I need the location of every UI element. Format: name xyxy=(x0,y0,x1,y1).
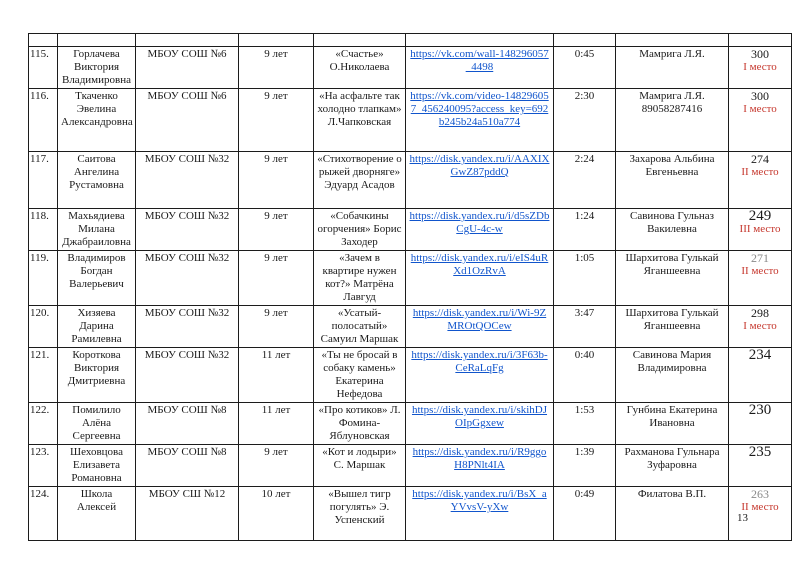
place-label: I место xyxy=(743,103,777,115)
row-number: 124. xyxy=(29,487,58,541)
table-row xyxy=(29,251,792,306)
score-value: 300 xyxy=(751,89,769,103)
table-row xyxy=(29,348,792,403)
participant-name: Саитова Ангелина Рустамовна xyxy=(58,152,136,209)
duration: 0:40 xyxy=(554,348,616,403)
header-cell-empty xyxy=(554,34,616,47)
participant-name: Махьядиева Милана Джабраиловна xyxy=(58,209,136,251)
score-cell xyxy=(729,209,792,251)
duration: 1:39 xyxy=(554,445,616,487)
place-label: II место xyxy=(741,501,779,513)
score-cell xyxy=(729,251,792,306)
school-name: МБОУ СОШ №32 xyxy=(136,209,239,251)
row-number: 116. xyxy=(29,89,58,152)
table-row xyxy=(29,209,792,251)
duration: 1:53 xyxy=(554,403,616,445)
video-link[interactable]: https://disk.yandex.ru/i/skihDJOIpGgxew xyxy=(411,404,548,429)
header-cell-empty xyxy=(136,34,239,47)
row-number: 115. xyxy=(29,47,58,89)
work-title: «Стихотворение о рыжей дворняге» Эдуард Асадов xyxy=(314,152,406,209)
participant-age: 9 лет xyxy=(239,445,314,487)
header-cell-empty xyxy=(729,34,792,47)
work-title: «Усатый-полосатый» Самуил Маршак xyxy=(314,306,406,348)
video-link[interactable]: https://vk.com/video-148296057_456240095?access_key=692b245b24a510a774 xyxy=(410,90,549,128)
row-number: 122. xyxy=(29,403,58,445)
participant-name: Владимиров Богдан Валерьевич xyxy=(58,251,136,306)
header-cell-empty xyxy=(29,34,58,47)
video-link[interactable]: https://disk.yandex.ru/i/d5sZDbCgU-4c-w xyxy=(409,210,550,235)
participant-age: 9 лет xyxy=(239,152,314,209)
place-label: III место xyxy=(739,223,781,235)
video-link-cell xyxy=(406,445,554,487)
teacher-name: Савинова Мария Владимировна xyxy=(616,348,729,403)
score-value: 263 xyxy=(751,487,769,501)
row-number: 117. xyxy=(29,152,58,209)
place-label: II место xyxy=(741,166,779,178)
school-name: МБОУ СОШ №6 xyxy=(136,47,239,89)
header-cell-empty xyxy=(406,34,554,47)
school-name: МБОУ СОШ №32 xyxy=(136,251,239,306)
page-number: 13 xyxy=(737,512,748,524)
video-link-cell xyxy=(406,306,554,348)
participant-age: 9 лет xyxy=(239,306,314,348)
teacher-name: Шархитова Гулькай Яганшеевна xyxy=(616,251,729,306)
teacher-name: Мамрига Л.Я. xyxy=(616,47,729,89)
header-cell-empty xyxy=(314,34,406,47)
participant-age: 9 лет xyxy=(239,89,314,152)
table-row xyxy=(29,152,792,209)
participant-age: 10 лет xyxy=(239,487,314,541)
score-value: 249 xyxy=(748,208,772,224)
participant-age: 11 лет xyxy=(239,348,314,403)
table-row xyxy=(29,47,792,89)
row-number: 120. xyxy=(29,306,58,348)
score-cell xyxy=(729,403,792,445)
score-cell xyxy=(729,348,792,403)
video-link[interactable]: https://disk.yandex.ru/i/BsX_aYVvsV-yXw xyxy=(412,488,547,513)
teacher-name: Филатова В.П. xyxy=(616,487,729,541)
school-name: МБОУ СОШ №6 xyxy=(136,89,239,152)
work-title: «Кот и лодыри» С. Маршак xyxy=(314,445,406,487)
video-link[interactable]: https://disk.yandex.ru/i/3F63b-CeRaLqFg xyxy=(411,349,548,374)
place-label: II место xyxy=(741,265,779,277)
score-cell xyxy=(729,152,792,209)
teacher-name: Шархитова Гулькай Яганшеевна xyxy=(616,306,729,348)
work-title: «Про котиков» Л. Фомина-Яблуновская xyxy=(314,403,406,445)
video-link[interactable]: https://disk.yandex.ru/i/eIS4uRXd1OzRvA xyxy=(410,252,549,277)
score-value: 230 xyxy=(748,402,772,418)
participant-name: Горлачева Виктория Владимировна xyxy=(58,47,136,89)
results-table xyxy=(28,33,792,541)
teacher-name: Захарова Альбина Евгеньевна xyxy=(616,152,729,209)
place-label: I место xyxy=(743,61,777,73)
video-link[interactable]: https://disk.yandex.ru/i/R9ggoH8PNlt4IA xyxy=(412,446,547,471)
school-name: МБОУ СОШ №8 xyxy=(136,403,239,445)
duration: 2:24 xyxy=(554,152,616,209)
work-title: «Ты не бросай в собаку камень» Екатерина Нефедова xyxy=(314,348,406,403)
score-value: 298 xyxy=(751,306,769,320)
row-number: 119. xyxy=(29,251,58,306)
work-title: «Собачкины огорчения» Борис Заходер xyxy=(314,209,406,251)
teacher-name: Рахманова Гульнара Зуфаровна xyxy=(616,445,729,487)
school-name: МБОУ СОШ №32 xyxy=(136,348,239,403)
table-row xyxy=(29,445,792,487)
work-title: «Счастье» О.Николаева xyxy=(314,47,406,89)
video-link[interactable]: https://vk.com/wall-148296057_4498 xyxy=(410,48,549,73)
school-name: МБОУ СШ №12 xyxy=(136,487,239,541)
teacher-name: Гунбина Екатерина Ивановна xyxy=(616,403,729,445)
participant-age: 9 лет xyxy=(239,47,314,89)
video-link[interactable]: https://disk.yandex.ru/i/AAXIXGwZ87pddQ xyxy=(409,153,550,178)
duration: 3:47 xyxy=(554,306,616,348)
participant-name: Шеховцова Елизавета Романовна xyxy=(58,445,136,487)
work-title: «На асфальте так холодно тлапкам» Л.Чапковская xyxy=(314,89,406,152)
participant-name: Хизяева Дарина Рамилевна xyxy=(58,306,136,348)
header-cell-empty xyxy=(616,34,729,47)
work-title: «Зачем в квартире нужен кот?» Матрёна Лавгуд xyxy=(314,251,406,306)
duration: 2:30 xyxy=(554,89,616,152)
participant-age: 9 лет xyxy=(239,209,314,251)
video-link-cell xyxy=(406,47,554,89)
teacher-name: Мамрига Л.Я. 89058287416 xyxy=(616,89,729,152)
video-link-cell xyxy=(406,152,554,209)
video-link-cell xyxy=(406,89,554,152)
table-row xyxy=(29,403,792,445)
teacher-name: Савинова Гульназ Вакилевна xyxy=(616,209,729,251)
school-name: МБОУ СОШ №32 xyxy=(136,306,239,348)
duration: 0:45 xyxy=(554,47,616,89)
header-cell-empty xyxy=(239,34,314,47)
work-title: «Вышел тигр погулять» Э. Успенский xyxy=(314,487,406,541)
score-value: 300 xyxy=(751,47,769,61)
participant-name: Школа Алексей xyxy=(58,487,136,541)
duration: 0:49 xyxy=(554,487,616,541)
school-name: МБОУ СОШ №32 xyxy=(136,152,239,209)
score-cell xyxy=(729,89,792,152)
score-value: 271 xyxy=(751,251,769,265)
row-number: 121. xyxy=(29,348,58,403)
score-value: 235 xyxy=(748,444,772,460)
duration: 1:24 xyxy=(554,209,616,251)
table-row xyxy=(29,306,792,348)
video-link-cell xyxy=(406,348,554,403)
score-value: 274 xyxy=(751,152,769,166)
table-row xyxy=(29,89,792,152)
score-cell xyxy=(729,306,792,348)
table-row xyxy=(29,487,792,541)
duration: 1:05 xyxy=(554,251,616,306)
table-header-row xyxy=(29,34,792,47)
row-number: 118. xyxy=(29,209,58,251)
video-link-cell xyxy=(406,403,554,445)
place-label: I место xyxy=(743,320,777,332)
score-value: 234 xyxy=(748,347,772,363)
participant-age: 11 лет xyxy=(239,403,314,445)
score-cell xyxy=(729,47,792,89)
participant-name: Короткова Виктория Дмитриевна xyxy=(58,348,136,403)
video-link-cell xyxy=(406,251,554,306)
row-number: 123. xyxy=(29,445,58,487)
school-name: МБОУ СОШ №8 xyxy=(136,445,239,487)
participant-age: 9 лет xyxy=(239,251,314,306)
score-cell xyxy=(729,445,792,487)
video-link-cell xyxy=(406,487,554,541)
header-cell-empty xyxy=(58,34,136,47)
video-link[interactable]: https://disk.yandex.ru/i/Wi-9ZMROtQOCew xyxy=(412,307,547,332)
participant-name: Ткаченко Эвелина Александровна xyxy=(58,89,136,152)
participant-name: Помилило Алёна Сергеевна xyxy=(58,403,136,445)
video-link-cell xyxy=(406,209,554,251)
